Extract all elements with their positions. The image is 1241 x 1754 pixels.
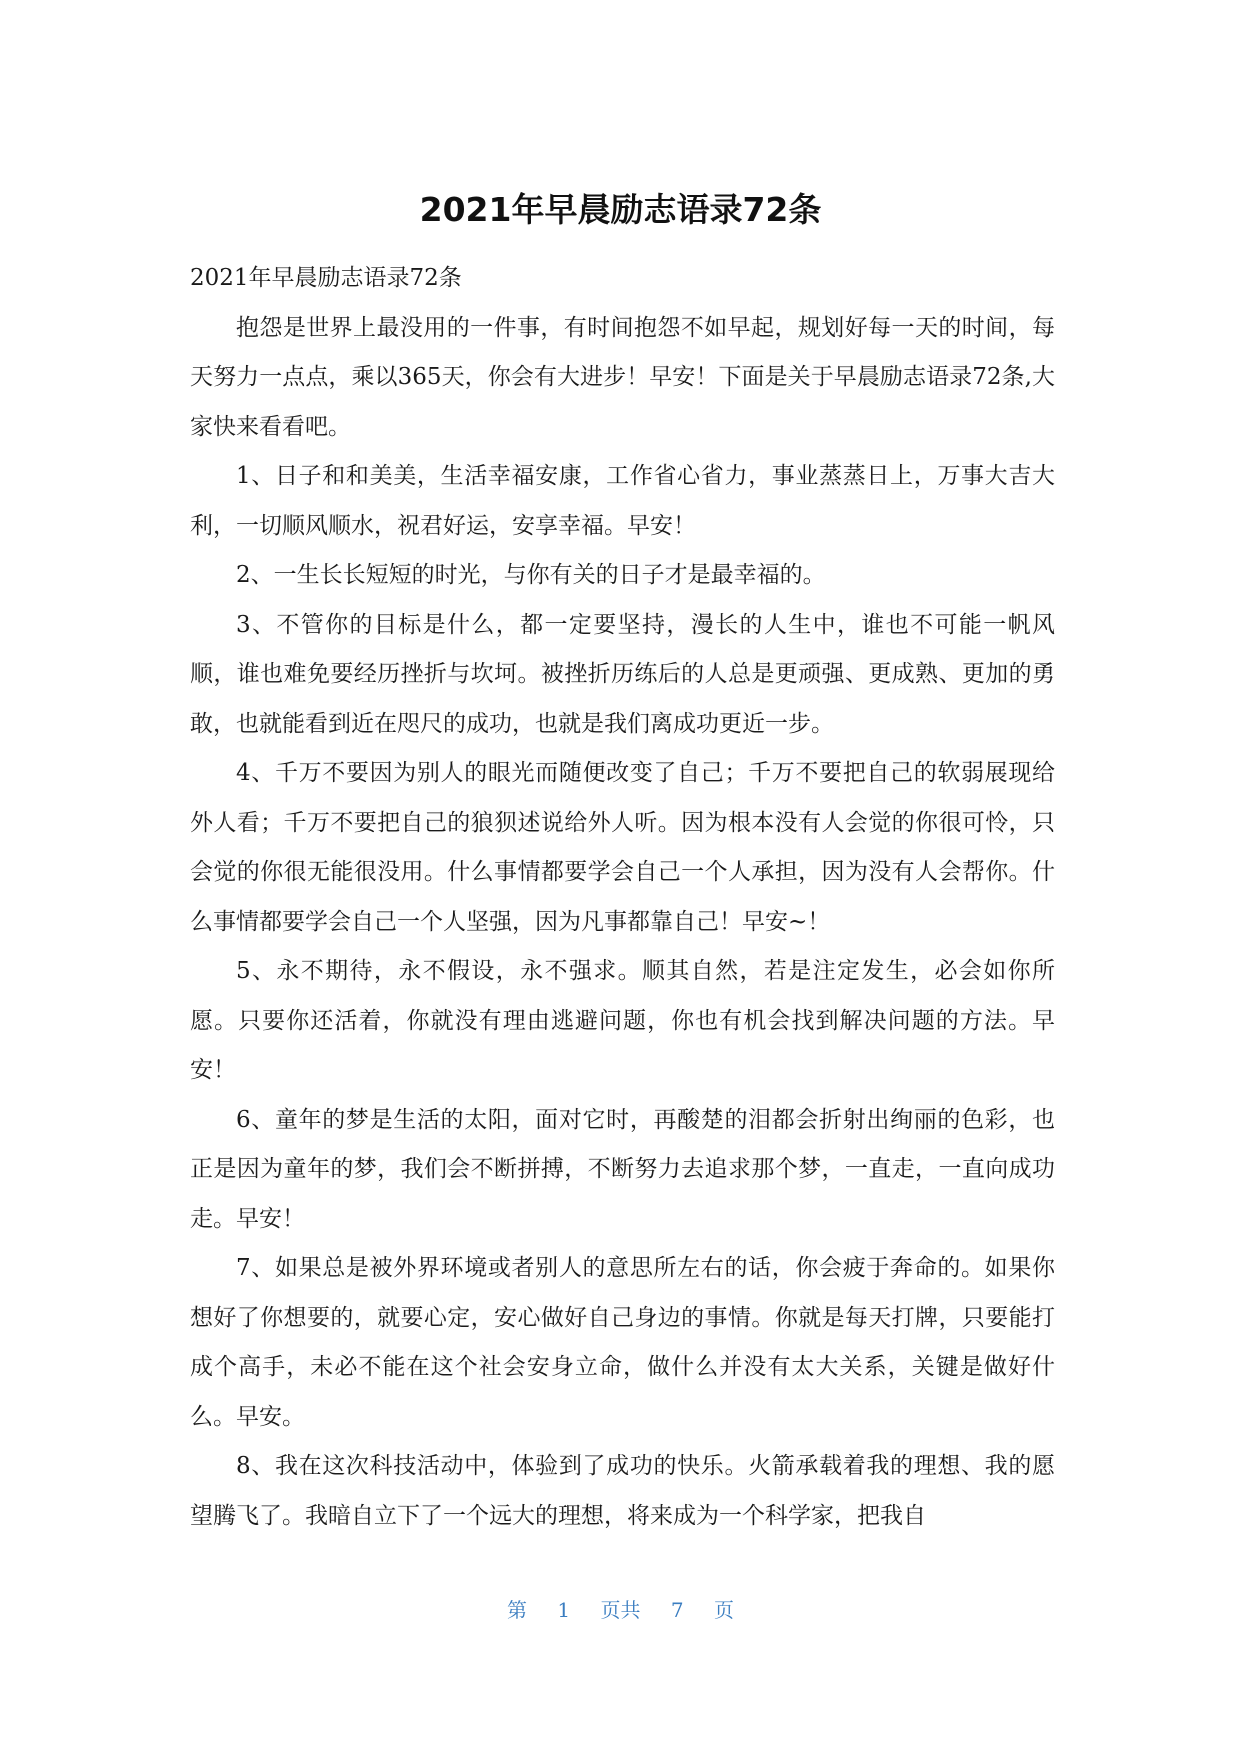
- document-title: 2021年早晨励志语录72条: [419, 190, 822, 229]
- footer-prefix: 第: [507, 1598, 528, 1622]
- paragraph-item-2: 2、一生长长短短的时光，与你有关的日子才是最幸福的。: [236, 562, 826, 588]
- paragraph-item-6: 6、童年的梦是生活的太阳，面对它时，再酸楚的泪都会折射出绚丽的色彩，也正是因为童年的梦，我们会不断拼搏，不断努力去追求那个梦，一直走，一直向成功走。早安！: [190, 1106, 1055, 1232]
- paragraph-item-3: 3、不管你的目标是什么，都一定要坚持，漫长的人生中，谁也不可能一帆风顺，谁也难免要经历挫折与坎坷。被挫折历练后的人总是更顽强、更成熟、更加的勇敢，也就能看到近在咫尺的成功，也就是我们离成功更近一步。: [190, 611, 1055, 737]
- paragraph-item-7: 7、如果总是被外界环境或者别人的意思所左右的话，你会疲于奔命的。如果你想好了你想要的，就要心定，安心做好自己身边的事情。你就是每天打牌，只要能打成个高手，未必不能在这个社会安身立命，做什么并没有太大关系，关键是做好什么。早安。: [190, 1255, 1055, 1430]
- document-body: [190, 254, 1055, 1541]
- paragraph-item-1: 1、日子和和美美，生活幸福安康，工作省心省力，事业蒸蒸日上，万事大吉大利，一切顺风顺水，祝君好运，安享幸福。早安！: [190, 463, 1055, 539]
- page-footer: [0, 1596, 1241, 1624]
- footer-suffix: 页: [713, 1598, 734, 1622]
- footer-middle: 页共: [600, 1598, 641, 1622]
- document-subtitle: 2021年早晨励志语录72条: [190, 265, 462, 291]
- paragraph-item-8: 8、我在这次科技活动中，体验到了成功的快乐。火箭承载着我的理想、我的愿望腾飞了。我暗自立下了一个远大的理想，将来成为一个科学家，把我自: [190, 1453, 1055, 1529]
- footer-total-pages: 7: [670, 1598, 684, 1622]
- footer-page-number: 1: [557, 1598, 571, 1622]
- paragraph-item-4: 4、千万不要因为别人的眼光而随便改变了自己；千万不要把自己的软弱展现给外人看；千万不要把自己的狼狈述说给外人听。因为根本没有人会觉的你很可怜，只会觉的你很无能很没用。什么事情都要学会自己一个人承担，因为没有人会帮你。什么事情都要学会自己一个人坚强，因为凡事都靠自己！早安~！: [190, 760, 1055, 935]
- paragraph-item-5: 5、永不期待，永不假设，永不强求。顺其自然，若是注定发生，必会如你所愿。只要你还活着，你就没有理由逃避问题，你也有机会找到解决问题的方法。早安！: [190, 958, 1055, 1083]
- paragraph-intro: 抱怨是世界上最没用的一件事，有时间抱怨不如早起，规划好每一天的时间，每天努力一点点，乘以365天，你会有大进步！早安！下面是关于早晨励志语录72条,大家快来看看吧。: [190, 314, 1055, 440]
